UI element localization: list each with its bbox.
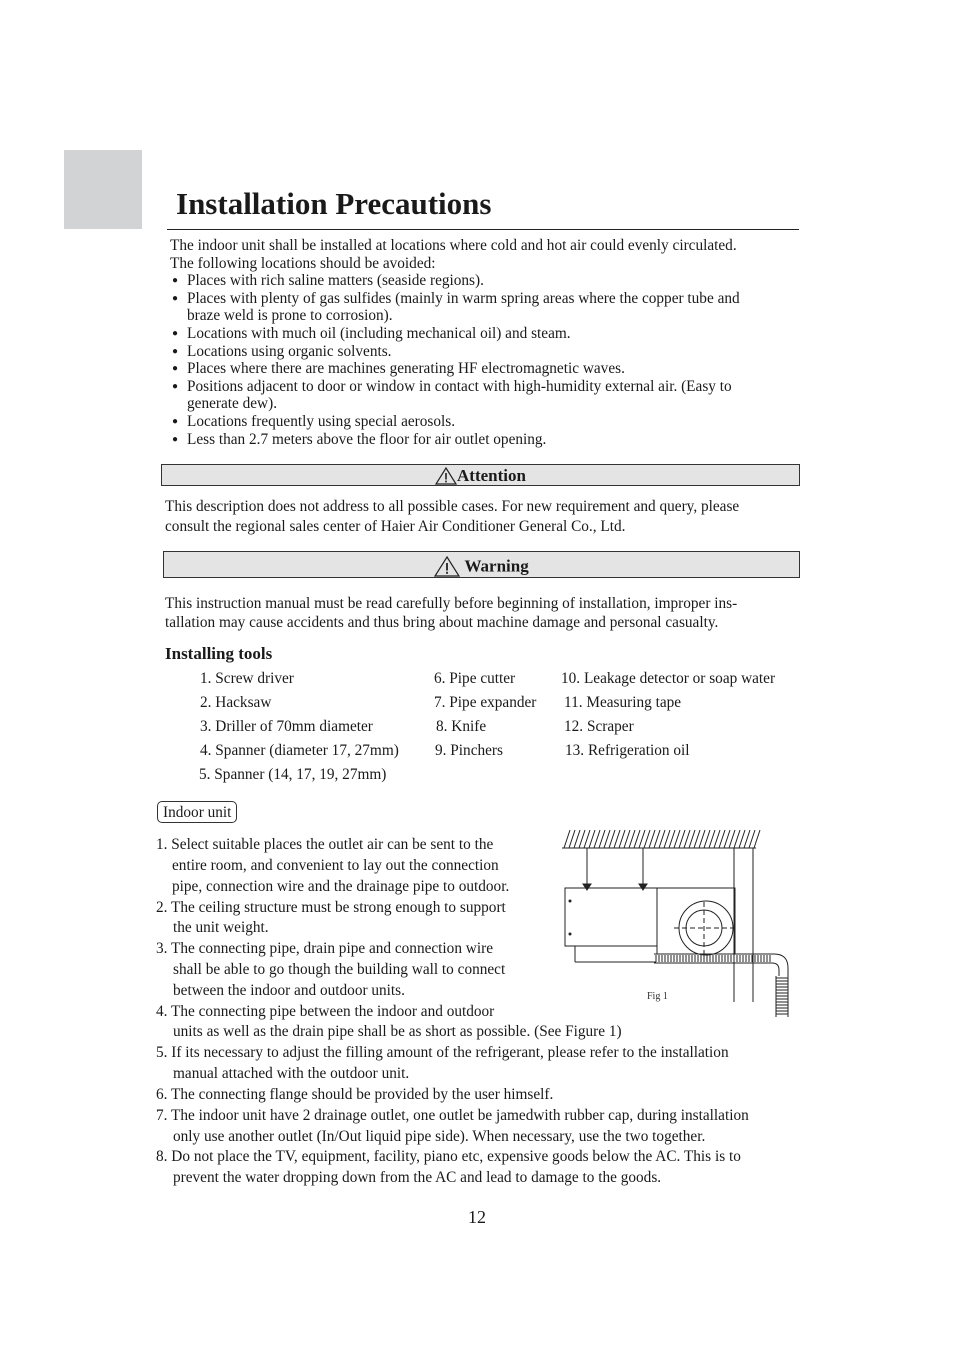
hatch-line [604,830,610,848]
hatch-line [599,830,605,848]
hatch-line [564,830,570,848]
warning-text: tallation may cause accidents and thus bring about machine damage and personal casualty. [165,614,719,631]
bullet-dot: ● [172,434,179,445]
hanger-bolt [583,884,591,890]
warning-triangle-icon [434,556,460,577]
bullet-item: Places with plenty of gas sulfides (mainly in warm spring areas where the copper tube and [187,290,740,307]
indoor-item-line: 2. The ceiling structure must be strong enough to support [156,899,506,916]
tool-item: 1. Screw driver [200,670,294,687]
hatch-line [689,830,695,848]
bullet-item: Locations with much oil (including mechanical oil) and steam. [187,325,571,342]
intro-line: The following locations should be avoided: [170,255,436,272]
bullet-item: Positions adjacent to door or window in contact with high-humidity external air. (Easy to [187,378,732,395]
indoor-item-line: shall be able to go though the building wall to connect [173,961,506,978]
hatch-line [644,830,650,848]
indoor-item-line: prevent the water dropping down from the AC and lead to damage to the goods. [173,1169,662,1186]
hatch-line [749,830,755,848]
hatch-line [684,830,690,848]
hatch-line [729,830,735,848]
indoor-item-line: 1. Select suitable places the outlet air can be sent to the [156,836,494,853]
indoor-item-line: 6. The connecting flange should be provided by the user himself. [156,1086,554,1103]
page-title: Installation Precautions [176,186,492,221]
indoor-item-line: entire room, and convenient to lay out the connection [172,857,499,874]
hatch-line [639,830,645,848]
warning-triangle-icon [435,467,457,485]
attention-text: This description does not address to all possible cases. For new requirement and query, please [165,498,740,515]
warning-text: This instruction manual must be read carefully before beginning of installation, improper ins- [165,595,738,612]
indoor-item-line: pipe, connection wire and the drainage pipe to outdoor. [172,878,510,895]
bullet-dot: ● [172,346,179,357]
hatch-line [734,830,740,848]
indoor-item-line: between the indoor and outdoor units. [173,982,405,999]
section-tab-marker [64,150,142,229]
hatch-line [629,830,635,848]
hatch-line [649,830,655,848]
tool-item: 13. Refrigeration oil [565,742,690,759]
ceiling-hatching [564,830,760,848]
hatch-line [724,830,730,848]
intro-line: The indoor unit shall be installed at locations where cold and hot air could evenly circulated. [170,237,737,254]
hatch-line [709,830,715,848]
tool-item: 3. Driller of 70mm diameter [200,718,373,735]
indoor-item-line: manual attached with the outdoor unit. [173,1065,410,1082]
hatch-line [619,830,625,848]
hatch-line [589,830,595,848]
bullet-item: Locations frequently using special aerosols. [187,413,456,430]
bullet-item-continued: generate dew). [187,395,278,412]
bullet-item: Locations using organic solvents. [187,343,392,360]
page-number: 12 [468,1207,486,1227]
tool-item: 6. Pipe cutter [434,670,516,687]
hatch-line [744,830,750,848]
hatch-line [679,830,685,848]
hatch-line [574,830,580,848]
title-divider [167,229,799,230]
bullet-item: Less than 2.7 meters above the floor for air outlet opening. [187,431,547,448]
indoor-unit-tag: Indoor unit [157,801,237,823]
tool-item: 9. Pinchers [435,742,503,759]
hatch-line [614,830,620,848]
tool-item: 12. Scraper [564,718,634,735]
drain-pipe-vertical [776,976,788,1017]
indoor-item-line: only use another outlet (In/Out liquid pipe side). When necessary, use the two together. [173,1128,706,1145]
bullet-dot: ● [172,328,179,339]
hatch-line [674,830,680,848]
bullet-dot: ● [172,275,179,286]
tool-item: 10. Leakage detector or soap water [561,670,776,687]
figure-caption: Fig 1 [647,991,668,1002]
hatch-line [634,830,640,848]
hatch-line [624,830,630,848]
hatch-line [754,830,760,848]
hatch-line [719,830,725,848]
hatch-line [699,830,705,848]
bullet-dot: ● [172,363,179,374]
tool-item: 5. Spanner (14, 17, 19, 27mm) [199,766,387,783]
hatch-line [579,830,585,848]
indoor-item-line: 5. If its necessary to adjust the filling amount of the refrigerant, please refer to the installation [156,1044,729,1061]
hatch-line [704,830,710,848]
warning-banner [163,551,800,578]
attention-banner [161,464,800,486]
indoor-item-line: the unit weight. [173,919,269,936]
indoor-item-line: 4. The connecting pipe between the indoor and outdoor [156,1003,495,1020]
indoor-item-line: 8. Do not place the TV, equipment, facility, piano etc, expensive goods below the AC. This is to [156,1148,741,1165]
tool-item: 8. Knife [436,718,487,735]
drain-pipe-bottom [654,963,779,976]
tool-item: 7. Pipe expander [434,694,537,711]
hatch-line [659,830,665,848]
warning-label: Warning [464,556,529,576]
attention-text: consult the regional sales center of Haier Air Conditioner General Co., Ltd. [165,518,626,535]
attention-label: Attention [457,466,526,486]
hatch-line [569,830,575,848]
installation-figure [556,826,796,1022]
indoor-item-line: units as well as the drain pipe shall be as short as possible. (See Figure 1) [173,1023,622,1040]
bullet-item-continued: braze weld is prone to corrosion). [187,307,393,324]
hatch-line [739,830,745,848]
bullet-dot: ● [172,416,179,427]
installing-tools-heading: Installing tools [165,644,273,663]
hatch-line [609,830,615,848]
hatch-line [664,830,670,848]
indoor-item-line: 7. The indoor unit have 2 drainage outlet, one outlet be jamedwith rubber cap, during installation [156,1107,749,1124]
tool-item: 2. Hacksaw [200,694,272,711]
indoor-item-line: 3. The connecting pipe, drain pipe and connection wire [156,940,493,957]
hatch-line [714,830,720,848]
bullet-dot: ● [172,293,179,304]
hatch-line [669,830,675,848]
indoor-unit-body [565,888,657,946]
bullet-item: Places where there are machines generating HF electromagnetic waves. [187,360,625,377]
bullet-item: Places with rich saline matters (seaside regions). [187,272,484,289]
hatch-line [694,830,700,848]
tool-item: 4. Spanner (diameter 17, 27mm) [200,742,399,759]
hatch-line [584,830,590,848]
hatch-line [654,830,660,848]
hatch-line [594,830,600,848]
tool-item: 11. Measuring tape [564,694,682,711]
bullet-dot: ● [172,381,179,392]
hanger-bolt [639,884,647,890]
